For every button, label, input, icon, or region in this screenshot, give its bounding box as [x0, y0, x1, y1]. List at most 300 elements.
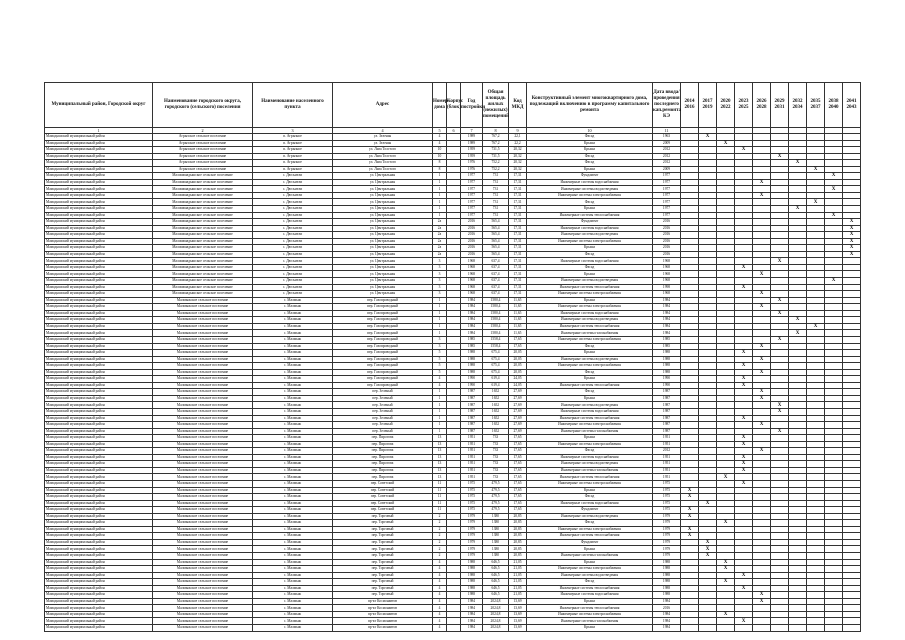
cell-n: с. Малмыж [253, 526, 333, 533]
cell-t: 1984 [653, 618, 681, 625]
cell-s: пер. Пирогова [333, 467, 433, 474]
period-cell: X [735, 435, 753, 442]
cell-n: с. Малмыж [253, 408, 333, 415]
cell-y: 1977 [461, 192, 483, 199]
cell-n: с. Дюсьмели [253, 251, 333, 258]
cell-p: Малмыжское сельское поселение [153, 467, 253, 474]
cell-t: 1998 [653, 284, 681, 291]
cell-a: 1652 [483, 422, 509, 429]
cell-y: 1988 [461, 572, 483, 579]
period-cell: X [807, 166, 825, 173]
period-cell: X [735, 618, 753, 625]
cell-s: пер. Зеленый [333, 422, 433, 429]
cell-e: Инженерные системы электроснабжения [527, 480, 653, 487]
cell-y: 1984 [461, 323, 483, 330]
cell-k: 13,69 [509, 625, 527, 632]
cell-d: Мамадышский муниципальный район [45, 448, 153, 455]
cell-s: пер. Торговый [333, 533, 433, 540]
cell-p: Маломамадышское сельское поселение [153, 232, 253, 239]
cell-d: Мамадышский муниципальный район [45, 415, 153, 422]
period-cell: X [735, 461, 753, 468]
cell-k: 17,65 [509, 343, 527, 350]
cell-n: с. Малмыж [253, 376, 333, 383]
cell-s: пер. Пирогова [333, 435, 433, 442]
cell-e: Инженерные системы теплоснабжения [527, 474, 653, 481]
cell-n: с. Дюсьмели [253, 219, 333, 226]
period-cell: X [699, 134, 717, 141]
cell-y: 1988 [461, 592, 483, 599]
cell-h: 1 [433, 402, 447, 409]
cell-s: пер. Газопроводный [333, 363, 433, 370]
cell-e: Инженерные системы теплоснабжения [527, 382, 653, 389]
cell-p: Агрызское сельское поселение [153, 134, 253, 141]
cell-e: Крыша [527, 559, 653, 566]
period-cell: X [843, 225, 861, 232]
cell-t: 1968 [653, 271, 681, 278]
cell-t: 1988 [653, 585, 681, 592]
cell-n: с. Малмыж [253, 507, 333, 514]
header-row [45, 83, 861, 128]
cell-t: 1984 [653, 625, 681, 632]
cell-n: с. Малмыж [253, 579, 333, 586]
cell-y: 1968 [461, 278, 483, 285]
cell-p: Малмыжское сельское поселение [153, 336, 253, 343]
cell-h: 10 [433, 147, 447, 154]
cell-t: 1951 [653, 467, 681, 474]
cell-p: Малмыжское сельское поселение [153, 369, 253, 376]
cell-t: 1988 [653, 350, 681, 357]
cell-d: Мамадышский муниципальный район [45, 408, 153, 415]
cell-e: Инженерные системы теплоснабжения [527, 212, 653, 219]
cell-d: Мамадышский муниципальный район [45, 245, 153, 252]
period-cell: X [681, 526, 699, 533]
cell-a: 1380 [483, 546, 509, 553]
cell-a: 731 [483, 192, 509, 199]
cell-p: Малмыжское сельское поселение [153, 330, 253, 337]
period-cell: X [753, 291, 771, 298]
cell-p: Малмыжское сельское поселение [153, 441, 253, 448]
cell-k: 20,85 [509, 513, 527, 520]
period-cell: X [699, 500, 717, 507]
cell-a: 731 [483, 173, 509, 180]
cell-p: Маломамадышское сельское поселение [153, 206, 253, 213]
cell-y: 1951 [461, 454, 483, 461]
cell-p: Малмыжское сельское поселение [153, 402, 253, 409]
cell-n: с. Малмыж [253, 350, 333, 357]
cell-p: Малмыжское сельское поселение [153, 605, 253, 612]
cell-a: 731 [483, 179, 509, 186]
cell-k: 11,65 [509, 330, 527, 337]
period-cell: X [735, 467, 753, 474]
cell-k: 27,69 [509, 415, 527, 422]
cell-d: Мамадышский муниципальный район [45, 572, 153, 579]
cell-e: Крыша [527, 395, 653, 402]
cell-s: ул. Центральная [333, 251, 433, 258]
cell-d: Мамадышский муниципальный район [45, 232, 153, 239]
cell-k: 17,31 [509, 219, 527, 226]
cell-t: 1987 [653, 402, 681, 409]
cell-d: Мамадышский муниципальный район [45, 611, 153, 618]
cell-p: Малмыжское сельское поселение [153, 474, 253, 481]
cell-y: 1984 [461, 317, 483, 324]
cell-n: с. Малмыж [253, 500, 333, 507]
cell-d: Мамадышский муниципальный район [45, 258, 153, 265]
cell-y: 1990 [461, 382, 483, 389]
cell-a: 1652 [483, 415, 509, 422]
cell-n: с. Малмыж [253, 598, 333, 605]
cell-a: 1580,4 [483, 304, 509, 311]
cell-t: 1987 [653, 395, 681, 402]
cell-t: 1979 [653, 526, 681, 533]
cell-k: 17,65 [509, 507, 527, 514]
cell-s: ул. Центральная [333, 206, 433, 213]
cell-h: 1 [433, 408, 447, 415]
cell-e: Крыша [527, 271, 653, 278]
cell-t: 1951 [653, 435, 681, 442]
cell-s: пер. Торговый [333, 526, 433, 533]
cell-t: 1988 [653, 566, 681, 573]
cell-s: пер. Зеленый [333, 402, 433, 409]
cell-d: Мамадышский муниципальный район [45, 507, 153, 514]
cell-s: ул. Центральная [333, 173, 433, 180]
cell-p: Маломамадышское сельское поселение [153, 219, 253, 226]
cell-y: 1988 [461, 350, 483, 357]
cell-k: 22,2 [509, 140, 527, 147]
cell-s: ул. Льва Толстого [333, 166, 433, 173]
cell-a: 675,4 [483, 363, 509, 370]
cell-p: Маломамадышское сельское поселение [153, 192, 253, 199]
period-cell: X [735, 284, 753, 291]
cell-h: 10 [433, 153, 447, 160]
cell-y: 1951 [461, 474, 483, 481]
period-cell: X [807, 323, 825, 330]
cell-p: Маломамадышское сельское поселение [153, 173, 253, 180]
cell-h: 4 [433, 140, 447, 147]
cell-k: 20,05 [509, 369, 527, 376]
period-cell [753, 625, 771, 632]
cell-d: Мамадышский муниципальный район [45, 487, 153, 494]
cell-e: Инженерные системы электроснабжения [527, 192, 653, 199]
cell-h: 4 [433, 618, 447, 625]
cell-e: Инженерные системы водоснабжения [527, 225, 653, 232]
cell-p: Малмыжское сельское поселение [153, 572, 253, 579]
cell-d: Мамадышский муниципальный район [45, 494, 153, 501]
cell-d: Мамадышский муниципальный район [45, 422, 153, 429]
cell-s: ул. Льва Толстого [333, 160, 433, 167]
cell-n: с. Малмыж [253, 402, 333, 409]
cell-p: Маломамадышское сельское поселение [153, 238, 253, 245]
cell-e: Инженерные системы водоотведения [527, 402, 653, 409]
cell-a: 565,4 [483, 219, 509, 226]
cell-p: Маломамадышское сельское поселение [153, 179, 253, 186]
cell-n: с. Дюсьмели [253, 192, 333, 199]
cell-y: 2016 [461, 219, 483, 226]
cell-d: Мамадышский муниципальный район [45, 199, 153, 206]
cell-s: пер. Торговый [333, 566, 433, 573]
cell-k: 17,65 [509, 494, 527, 501]
column-header: 2026 2028 [753, 83, 771, 128]
cell-d: Мамадышский муниципальный район [45, 480, 153, 487]
cell-h: 4 [433, 592, 447, 599]
cell-h: 1 [433, 179, 447, 186]
cell-d: Мамадышский муниципальный район [45, 625, 153, 632]
cell-h: 8 [433, 160, 447, 167]
period-cell: X [753, 448, 771, 455]
cell-n: с. Малмыж [253, 441, 333, 448]
cell-b [447, 625, 461, 632]
cell-n: с. Дюсьмели [253, 258, 333, 265]
cell-s: ул. Зеленая [333, 140, 433, 147]
cell-h: 13 [433, 467, 447, 474]
cell-a: 479,5 [483, 487, 509, 494]
cell-k: 27,69 [509, 408, 527, 415]
cell-h: 4 [433, 376, 447, 383]
cell-s: пер. Торговый [333, 546, 433, 553]
cell-t: 1984 [653, 330, 681, 337]
cell-t: 1990 [653, 376, 681, 383]
cell-a: 646,5 [483, 585, 509, 592]
period-cell [717, 625, 735, 632]
cell-p: Малмыжское сельское поселение [153, 533, 253, 540]
cell-e: Фасад [527, 389, 653, 396]
cell-t: 1975 [653, 507, 681, 514]
cell-y: 1984 [461, 330, 483, 337]
cell-p: Маломамадышское сельское поселение [153, 264, 253, 271]
cell-y: 1979 [461, 539, 483, 546]
cell-a: 731,5 [483, 153, 509, 160]
cell-h: 2а [433, 251, 447, 258]
cell-p: Малмыжское сельское поселение [153, 487, 253, 494]
cell-y: 1984 [461, 304, 483, 311]
cell-t: 2012 [653, 160, 681, 167]
column-header: Номер дома [433, 83, 447, 128]
cell-k: 17,65 [509, 454, 527, 461]
cell-e: Инженерные системы водоотведения [527, 232, 653, 239]
cell-h: 1 [433, 389, 447, 396]
cell-k: 17,31 [509, 199, 527, 206]
cell-h: 2а [433, 219, 447, 226]
cell-h: 3 [433, 258, 447, 265]
cell-e: Инженерные системы электроснабжения [527, 526, 653, 533]
cell-s: пр-кт Космонавтов [333, 618, 433, 625]
cell-p: Малмыжское сельское поселение [153, 350, 253, 357]
cell-n: с. Малмыж [253, 323, 333, 330]
cell-k: 17,65 [509, 448, 527, 455]
cell-e: Инженерные системы водоотведения [527, 513, 653, 520]
cell-p: Агрызское сельское поселение [153, 166, 253, 173]
cell-n: с. Малмыж [253, 513, 333, 520]
cell-p: Маломамадышское сельское поселение [153, 284, 253, 291]
cell-s: ул. Льва Толстого [333, 153, 433, 160]
column-header: Наименование населенного пункта [253, 83, 333, 128]
column-header: Муниципальный район, Городской округ [45, 83, 153, 128]
cell-s: пер. Пирогова [333, 448, 433, 455]
cell-p: Малмыжское сельское поселение [153, 395, 253, 402]
cell-s: пер. Торговый [333, 585, 433, 592]
cell-s: пер. Торговый [333, 553, 433, 560]
cell-a: 733 [483, 448, 509, 455]
cell-s: ул. Центральная [333, 258, 433, 265]
cell-y: 1951 [461, 467, 483, 474]
cell-e: Крыша [527, 435, 653, 442]
cell-t: 1975 [653, 480, 681, 487]
cell-n: с. Малмыж [253, 422, 333, 429]
cell-t: 1979 [653, 553, 681, 560]
cell-e: Инженерные системы электроснабжения [527, 611, 653, 618]
cell-d: Мамадышский муниципальный район [45, 461, 153, 468]
cell-p: Маломамадышское сельское поселение [153, 278, 253, 285]
cell-h: 1 [433, 206, 447, 213]
column-number: 4 [333, 128, 433, 134]
cell-y: 1951 [461, 448, 483, 455]
cell-e: Инженерные системы водоотведения [527, 317, 653, 324]
period-cell [789, 625, 807, 632]
cell-t: 1984 [653, 317, 681, 324]
cell-e: Фасад [527, 134, 653, 141]
cell-y: 1990 [461, 376, 483, 383]
cell-h: 3 [433, 264, 447, 271]
cell-d: Мамадышский муниципальный район [45, 291, 153, 298]
cell-n: с. Малмыж [253, 448, 333, 455]
cell-t: 2009 [653, 140, 681, 147]
cell-p: Малмыжское сельское поселение [153, 356, 253, 363]
cell-h: 2а [433, 225, 447, 232]
cell-n: п. Агрызное [253, 134, 333, 141]
cell-n: с. Дюсьмели [253, 264, 333, 271]
period-cell [735, 625, 753, 632]
cell-p: Малмыжское сельское поселение [153, 539, 253, 546]
cell-e: Инженерные системы газоснабжения [527, 618, 653, 625]
cell-n: с. Малмыж [253, 369, 333, 376]
period-cell: X [771, 336, 789, 343]
cell-t: 2009 [653, 166, 681, 173]
cell-y: 1984 [461, 598, 483, 605]
cell-e: Инженерные системы газоснабжения [527, 467, 653, 474]
cell-d: Мамадышский муниципальный район [45, 363, 153, 370]
cell-k: 11,65 [509, 323, 527, 330]
period-cell: X [825, 186, 843, 193]
cell-s: ул. Центральная [333, 225, 433, 232]
cell-a: 1580,4 [483, 330, 509, 337]
cell-k: 11,65 [509, 310, 527, 317]
cell-y: 1979 [461, 513, 483, 520]
cell-d: Мамадышский муниципальный район [45, 166, 153, 173]
cell-n: с. Дюсьмели [253, 173, 333, 180]
cell-n: п. Агрызное [253, 140, 333, 147]
cell-e: Фундамент [527, 173, 653, 180]
cell-t: 1987 [653, 408, 681, 415]
cell-k: 21,05 [509, 566, 527, 573]
cell-s: ул. Центральная [333, 179, 433, 186]
period-cell: X [735, 454, 753, 461]
cell-y: 1975 [461, 494, 483, 501]
cell-d: Мамадышский муниципальный район [45, 140, 153, 147]
cell-h: 4 [433, 585, 447, 592]
cell-a: 646,5 [483, 572, 509, 579]
cell-h: 3 [433, 271, 447, 278]
cell-h: 1 [433, 317, 447, 324]
cell-h: 3 [433, 291, 447, 298]
period-cell: X [843, 238, 861, 245]
cell-e: Инженерные системы водоотведения [527, 461, 653, 468]
cell-k: 17,65 [509, 336, 527, 343]
cell-d: Мамадышский муниципальный район [45, 526, 153, 533]
cell-t: 2016 [653, 245, 681, 252]
cell-t: 1988 [653, 559, 681, 566]
cell-d: Мамадышский муниципальный район [45, 467, 153, 474]
cell-t: 1987 [653, 389, 681, 396]
period-cell: X [771, 310, 789, 317]
cell-t: 1951 [653, 441, 681, 448]
cell-n: с. Малмыж [253, 428, 333, 435]
cell-a: 752,2 [483, 160, 509, 167]
cell-a: 479,5 [483, 500, 509, 507]
cell-s: пер. Торговый [333, 513, 433, 520]
cell-h: 1 [433, 212, 447, 219]
cell-a: 733 [483, 467, 509, 474]
cell-e: Инженерные системы теплоснабжения [527, 284, 653, 291]
cell-k: 21,05 [509, 572, 527, 579]
cell-y: 1988 [461, 559, 483, 566]
cell-n: с. Малмыж [253, 461, 333, 468]
period-cell [699, 625, 717, 632]
cell-k: 21,05 [509, 592, 527, 599]
cell-y: 1951 [461, 461, 483, 468]
cell-k: 11,65 [509, 304, 527, 311]
cell-t: 1979 [653, 513, 681, 520]
cell-e: Инженерные системы электроснабжения [527, 566, 653, 573]
period-cell: X [681, 513, 699, 520]
cell-d: Мамадышский муниципальный район [45, 559, 153, 566]
cell-y: 1975 [461, 480, 483, 487]
cell-y: 1984 [461, 611, 483, 618]
cell-d: Мамадышский муниципальный район [45, 304, 153, 311]
cell-k: 22,1 [509, 134, 527, 141]
cell-n: с. Дюсьмели [253, 278, 333, 285]
cell-e: Инженерные системы электроснабжения [527, 441, 653, 448]
cell-n: с. Малмыж [253, 336, 333, 343]
column-number: 2 [153, 128, 253, 134]
period-cell: X [681, 533, 699, 540]
period-cell: X [717, 611, 735, 618]
cell-y: 1987 [461, 395, 483, 402]
cell-e: Фундамент [527, 539, 653, 546]
cell-k: 17,31 [509, 206, 527, 213]
cell-h: 13 [433, 448, 447, 455]
cell-n: с. Дюсьмели [253, 291, 333, 298]
cell-e: Инженерные системы теплоснабжения [527, 323, 653, 330]
cell-k: 20,05 [509, 356, 527, 363]
cell-k: 17,31 [509, 186, 527, 193]
cell-n: с. Малмыж [253, 389, 333, 396]
cell-a: 1652 [483, 395, 509, 402]
cell-e: Крыша [527, 625, 653, 632]
cell-n: с. Малмыж [253, 435, 333, 442]
cell-k: 13,69 [509, 611, 527, 618]
cell-e: Фасад [527, 153, 653, 160]
period-cell: X [753, 598, 771, 605]
cell-y: 1988 [461, 363, 483, 370]
cell-d: Мамадышский муниципальный район [45, 251, 153, 258]
cell-a: 637,4 [483, 264, 509, 271]
cell-s: пер. Газопроводный [333, 310, 433, 317]
cell-e: Инженерные системы водоотведения [527, 356, 653, 363]
column-header: 2032 2034 [789, 83, 807, 128]
cell-y: 2016 [461, 238, 483, 245]
period-cell: X [699, 546, 717, 553]
cell-n: с. Дюсьмели [253, 206, 333, 213]
cell-k: 20,32 [509, 166, 527, 173]
